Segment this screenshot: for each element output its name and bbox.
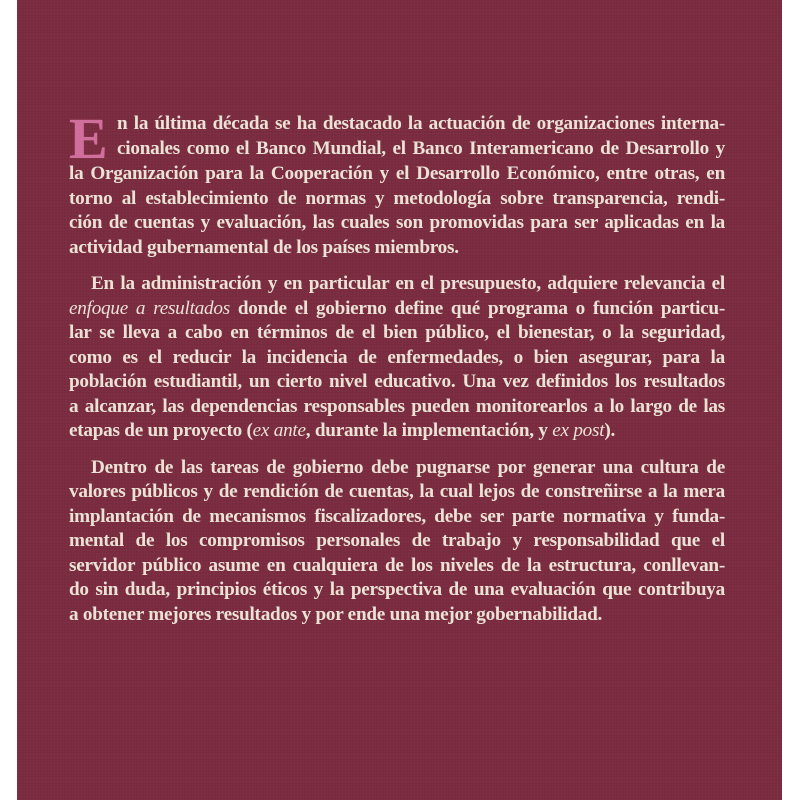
drop-cap: E [69, 106, 108, 171]
book-back-cover [17, 0, 782, 800]
text-segment: población estudiantil, un cierto nivel educativo. Una vez definidos los resultados [69, 371, 725, 392]
text-line: Dentro de las tareas de gobierno debe pugnarse por generar una cultura de [91, 456, 725, 478]
text-segment: En la administración y en particular en el presupuesto, adquiere relevancia el [91, 273, 725, 294]
italic-term: enfoque a resultados [69, 297, 230, 319]
paragraph-3 [69, 456, 725, 628]
text-line: ción de cuentas y evaluación, las cuales son promovidas para ser aplicadas en la [69, 212, 725, 233]
text-line: n la última década se ha destacado la actuación de organizaciones interna- [117, 113, 725, 134]
text-line [69, 272, 725, 297]
text-segment: etapas de un proyecto ( [69, 420, 253, 441]
text-line [69, 297, 725, 322]
text-segment: a alcanzar, las dependencias responsables pueden monitorearlos a lo largo de las [69, 395, 725, 417]
text-line: servidor público asume en cualquiera de los niveles de la estructura, conllevan- [69, 554, 725, 576]
text-line: do sin duda, principios éticos y la perspectiva de una evaluación que contribuya [69, 579, 725, 600]
italic-term: ex post [552, 420, 605, 441]
text-line: actividad gubernamental de los países miembros. [69, 236, 459, 258]
text-segment: como es el reducir la incidencia de enfermedades, o bien asegurar, para la [69, 346, 725, 368]
paragraph-2 [69, 272, 725, 444]
text-line: cionales como el Banco Mundial, el Banco Interamericano de Desarrollo y [117, 137, 725, 159]
text-segment: , durante la implementación, y [305, 420, 553, 441]
text-line: implantación de mecanismos fiscalizadores, debe ser parte normativa y funda- [69, 505, 725, 527]
text-segment: ). [604, 420, 616, 441]
text-segment: lar se lleva a cabo en términos de el bien público, el bienestar, o la seguridad, [69, 322, 725, 343]
paragraph-1 [69, 106, 725, 260]
text-line: valores públicos y de rendición de cuentas, la cual lejos de constreñirse a la mera [69, 481, 725, 502]
cover-text-block [69, 106, 725, 627]
text-line [69, 370, 725, 395]
text-line [69, 321, 725, 346]
text-line [69, 419, 725, 444]
text-line [69, 395, 725, 420]
text-line: a obtener mejores resultados y por ende una mejor gobernabilidad. [69, 603, 603, 625]
text-segment: donde el gobierno define qué programa o función particu- [229, 297, 725, 319]
text-line: mental de los compromisos personales de trabajo y responsabilidad que el [69, 530, 725, 551]
text-line: la Organización para la Cooperación y el Desarrollo Económico, entre otras, en [69, 163, 725, 184]
text-line [69, 346, 725, 371]
text-line: torno al establecimiento de normas y metodología sobre transparencia, rendi- [69, 187, 725, 209]
italic-term: ex ante [252, 420, 306, 441]
